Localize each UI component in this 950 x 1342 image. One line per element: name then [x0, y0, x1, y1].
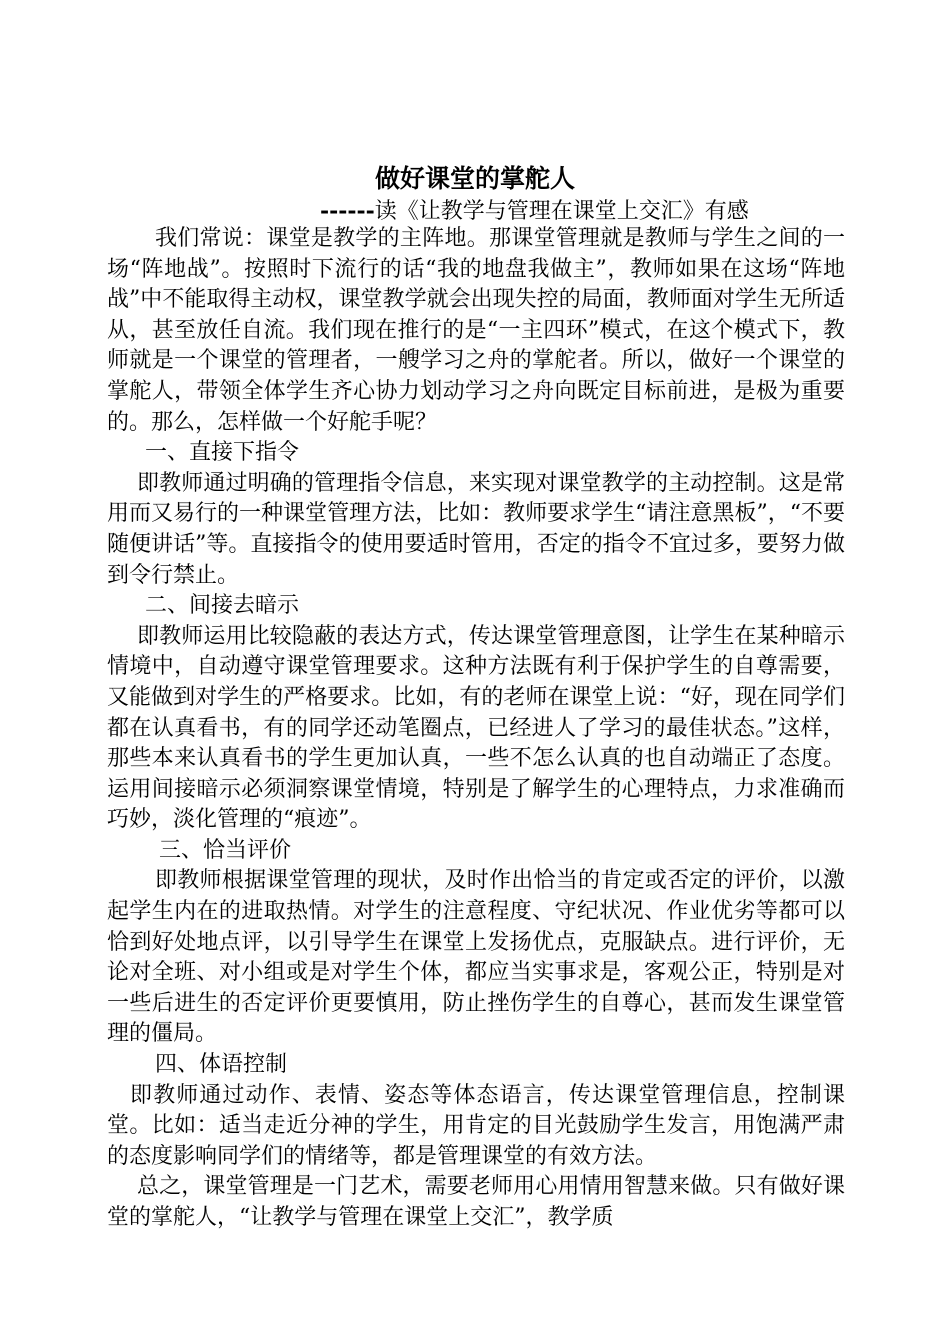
section-heading-1: 一、直接下指令: [145, 440, 300, 466]
paragraph-intro: 我们常说：课堂是教学的主阵地。那课堂管理就是教师与学生之间的一场“阵地战”。按照时下流行的话“我的地盘我做主”，教师如果在这场“阵地战”中不能取得主动权，课堂教学就会出现失控的局面，教师面对学生无所适从，甚至放任自流。我们现在推行的是“一主四环”模式，在这个模式下，教师就是一个课堂的管理者，一艘学习之舟的掌舵者。所以，做好一个课堂的掌舵人，带领全体学生齐心协力划动学习之舟向既定目标前进，是极为重要的。那么，怎样做一个好舵手呢？: [107, 226, 845, 435]
section-heading-2: 二、间接去暗示: [145, 593, 300, 619]
paragraph-conclusion: 总之，课堂管理是一门艺术，需要老师用心用情用智慧来做。只有做好课堂的掌舵人，“让教学与管理在课堂上交汇”，教学质: [107, 1174, 845, 1230]
document-subtitle: [320, 196, 749, 227]
section-heading-4: 四、体语控制: [155, 1052, 288, 1078]
section-heading-3: 三、恰当评价: [159, 837, 292, 863]
paragraph-section-2: 即教师运用比较隐蔽的表达方式，传达课堂管理意图，让学生在某种暗示情境中，自动遵守课堂管理要求。这种方法既有利于保护学生的自尊需要，又能做到对学生的严格要求。比如，有的老师在课堂上说：“好，现在同学们都在认真看书，有的同学还动笔圈点，已经进人了学习的最佳状态。”这样，那些本来认真看书的学生更加认真，一些不怎么认真的也自动端正了态度。运用间接暗示必须洞察课堂情境，特别是了解学生的心理特点，力求准确而巧妙，淡化管理的“痕迹”。: [107, 623, 845, 833]
document-title: 做好课堂的掌舵人: [374, 164, 575, 193]
subtitle-text: 读《让教学与管理在课堂上交汇》有感: [374, 199, 749, 224]
paragraph-section-1: 即教师通过明确的管理指令信息，来实现对课堂教学的主动控制。这是常用而又易行的一种课堂管理方法，比如：教师要求学生“请注意黑板”，“不要随便讲话”等。直接指令的使用要适时管用，否定的指令不宜过多，要努力做到令行禁止。: [107, 470, 845, 588]
subtitle-dashes: ------: [320, 198, 375, 224]
document-body: [107, 224, 845, 1234]
paragraph-section-4: 即教师通过动作、表情、姿态等体态语言，传达课堂管理信息，控制课堂。比如：适当走近分神的学生，用肯定的目光鼓励学生发言，用饱满严肃的态度影响同学们的情绪等，都是管理课堂的有效方法。: [107, 1082, 845, 1169]
paragraph-section-3: 即教师根据课堂管理的现状，及时作出恰当的肯定或否定的评价，以激起学生内在的进取热情。对学生的注意程度、守纪状况、作业优劣等都可以恰到好处地点评，以引导学生在课堂上发扬优点，克服缺点。进行评价，无论对全班、对小组或是对学生个体，都应当实事求是，客观公正，特别是对一些后进生的否定评价更要慎用，防止挫伤学生的自尊心，甚而发生课堂管理的僵局。: [107, 868, 845, 1047]
